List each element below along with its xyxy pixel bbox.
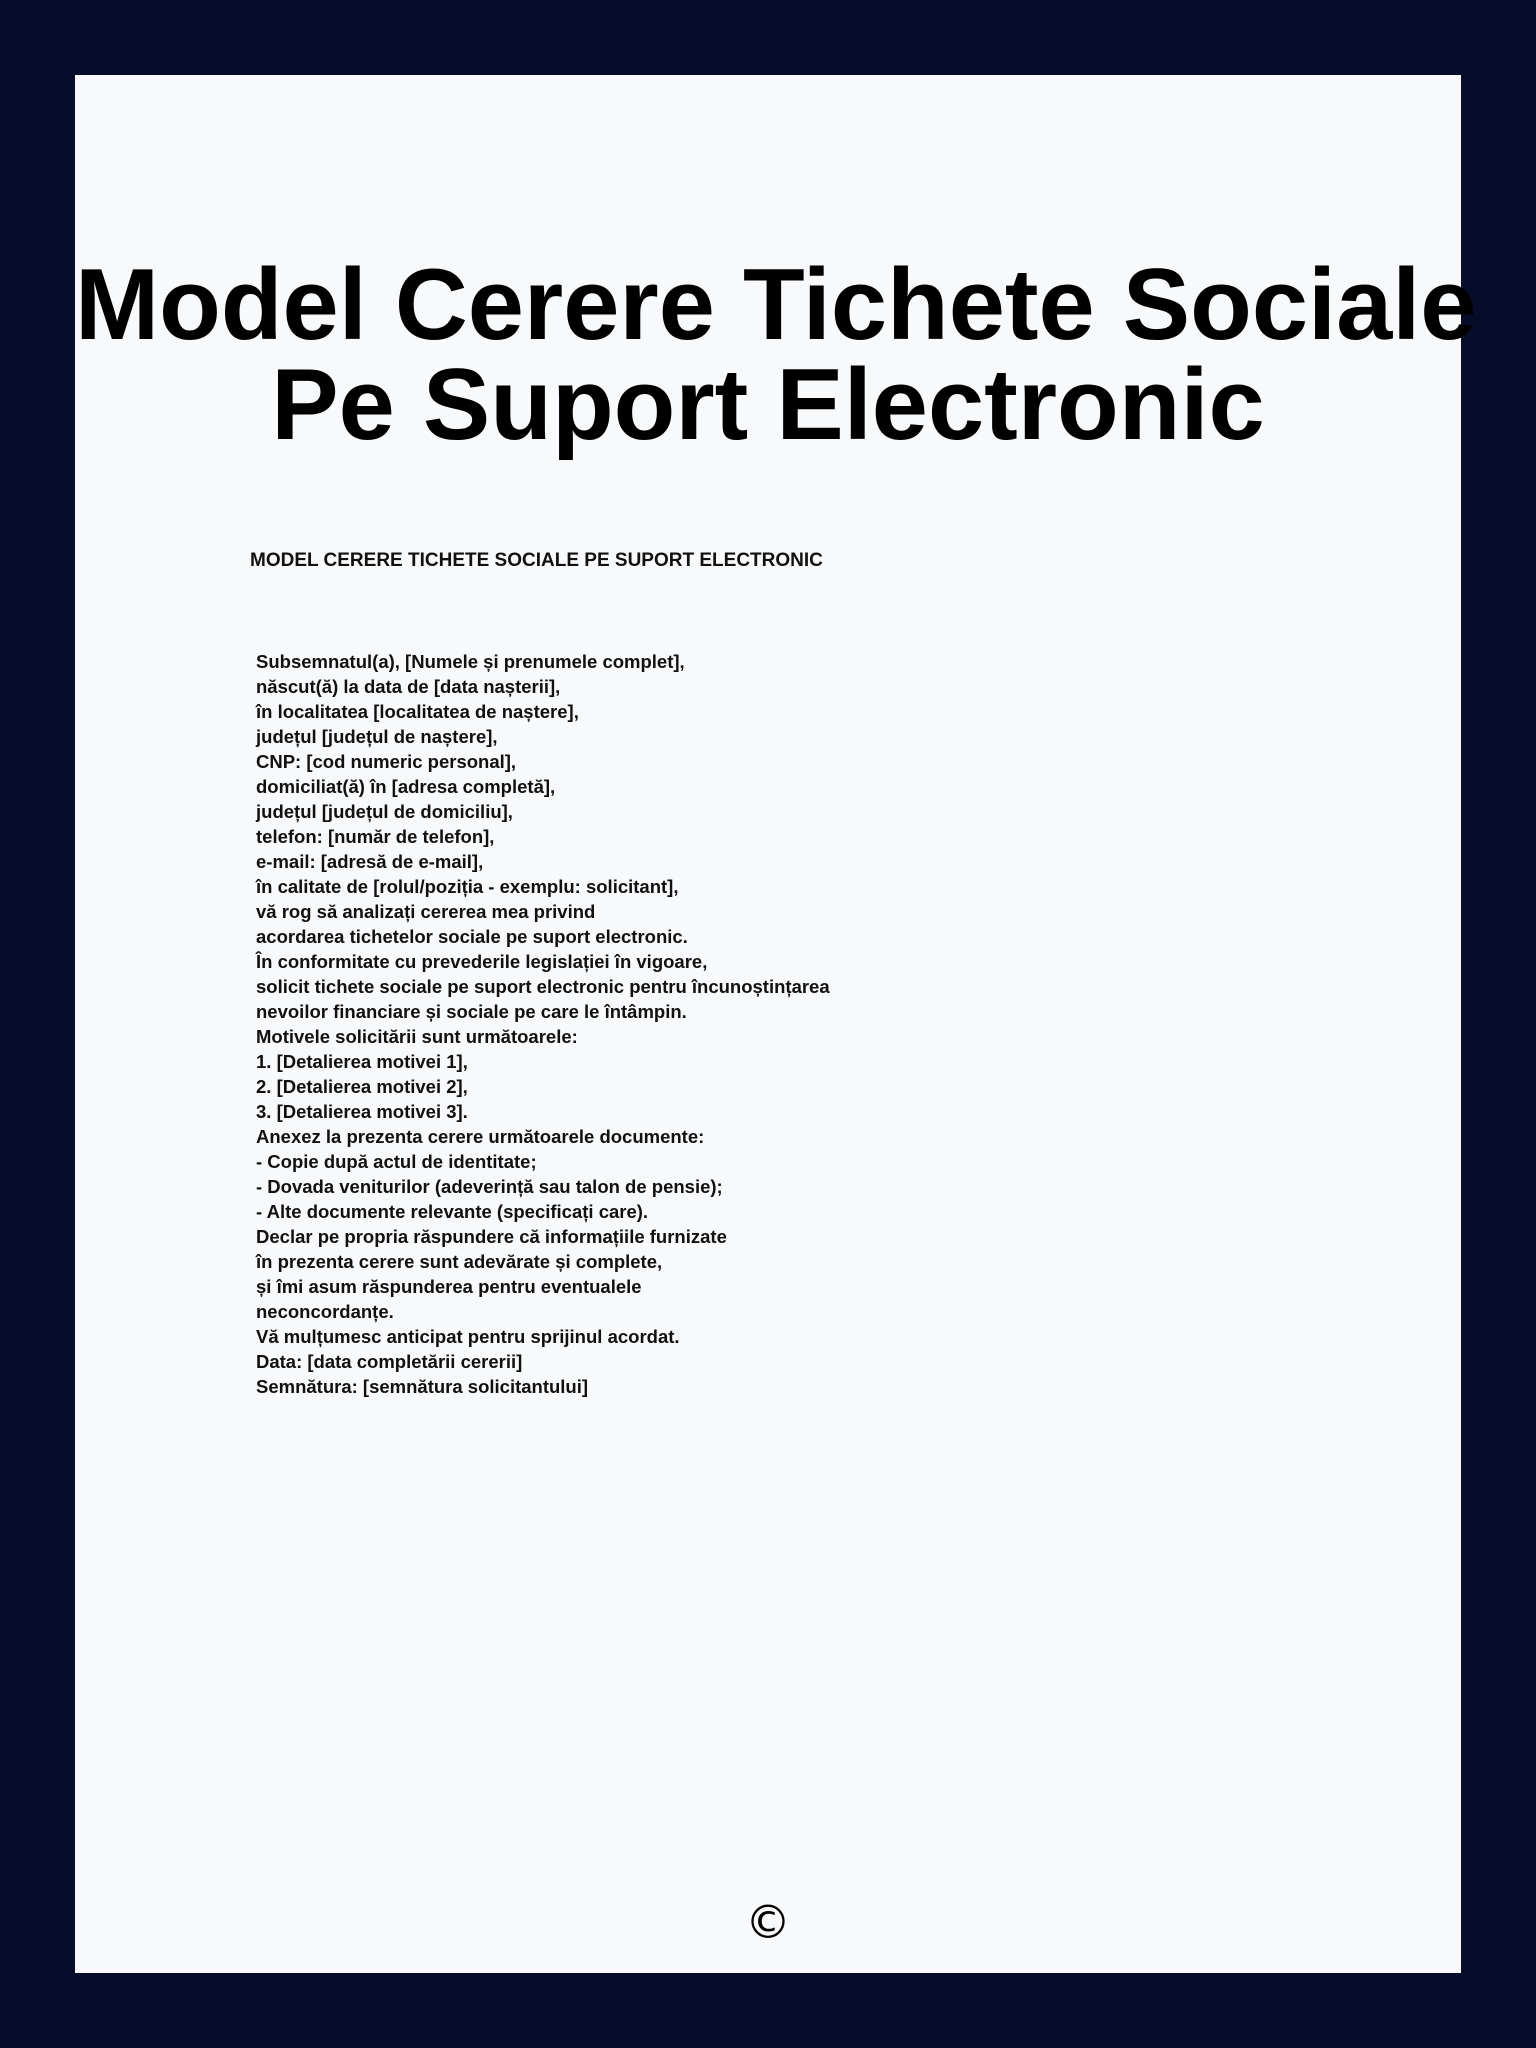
body-line: în prezenta cerere sunt adevărate și complete,: [256, 1251, 663, 1272]
body-line: Semnătura: [semnătura solicitantului]: [256, 1376, 589, 1397]
body-line: - Dovada veniturilor (adeverință sau talon de pensie);: [256, 1176, 723, 1197]
body-line: în localitatea [localitatea de naștere],: [256, 701, 579, 722]
body-line: În conformitate cu prevederile legislației în vigoare,: [256, 951, 708, 972]
body-line: născut(ă) la data de [data nașterii],: [256, 676, 561, 697]
document-page: [75, 75, 1477, 1973]
body-line: neconcordanțe.: [256, 1301, 394, 1322]
page-title-line-2: Pe Suport Electronic: [271, 349, 1265, 461]
body-line: Declar pe propria răspundere că informațiile furnizate: [256, 1226, 727, 1247]
body-line: 2. [Detalierea motivei 2],: [256, 1076, 468, 1097]
copyright-icon: ©: [745, 1895, 791, 1949]
body-line: și îmi asum răspunderea pentru eventualele: [256, 1276, 642, 1297]
body-line: 3. [Detalierea motivei 3].: [256, 1101, 468, 1122]
body-line: CNP: [cod numeric personal],: [256, 751, 517, 772]
page-title-line-1: Model Cerere Tichete Sociale: [75, 249, 1477, 361]
body-line: Motivele solicitării sunt următoarele:: [256, 1026, 578, 1047]
body-line: 1. [Detalierea motivei 1],: [256, 1051, 468, 1072]
body-line: vă rog să analizați cererea mea privind: [256, 901, 596, 922]
document-heading: MODEL CERERE TICHETE SOCIALE PE SUPORT ELECTRONIC: [250, 550, 823, 571]
document-body: [256, 649, 830, 1399]
body-line: acordarea tichetelor sociale pe suport electronic.: [256, 926, 688, 947]
body-line: Subsemnatul(a), [Numele și prenumele complet],: [256, 651, 685, 672]
body-line: telefon: [număr de telefon],: [256, 826, 495, 847]
body-line: solicit tichete sociale pe suport electronic pentru încunoștințarea: [256, 976, 830, 997]
body-line: Data: [data completării cererii]: [256, 1351, 523, 1372]
body-line: Vă mulțumesc anticipat pentru sprijinul acordat.: [256, 1326, 680, 1347]
body-line: domiciliat(ă) în [adresa completă],: [256, 776, 556, 797]
body-line: e-mail: [adresă de e-mail],: [256, 851, 484, 872]
body-line: - Alte documente relevante (specificați care).: [256, 1201, 649, 1222]
page-title: [75, 249, 1477, 461]
body-line: în calitate de [rolul/poziția - exemplu: solicitant],: [256, 876, 679, 897]
body-line: nevoilor financiare și sociale pe care le întâmpin.: [256, 1001, 687, 1022]
body-line: județul [județul de domiciliu],: [256, 801, 513, 822]
body-line: Anexez la prezenta cerere următoarele documente:: [256, 1126, 705, 1147]
body-line: județul [județul de naștere],: [256, 726, 498, 747]
body-line: - Copie după actul de identitate;: [256, 1151, 537, 1172]
